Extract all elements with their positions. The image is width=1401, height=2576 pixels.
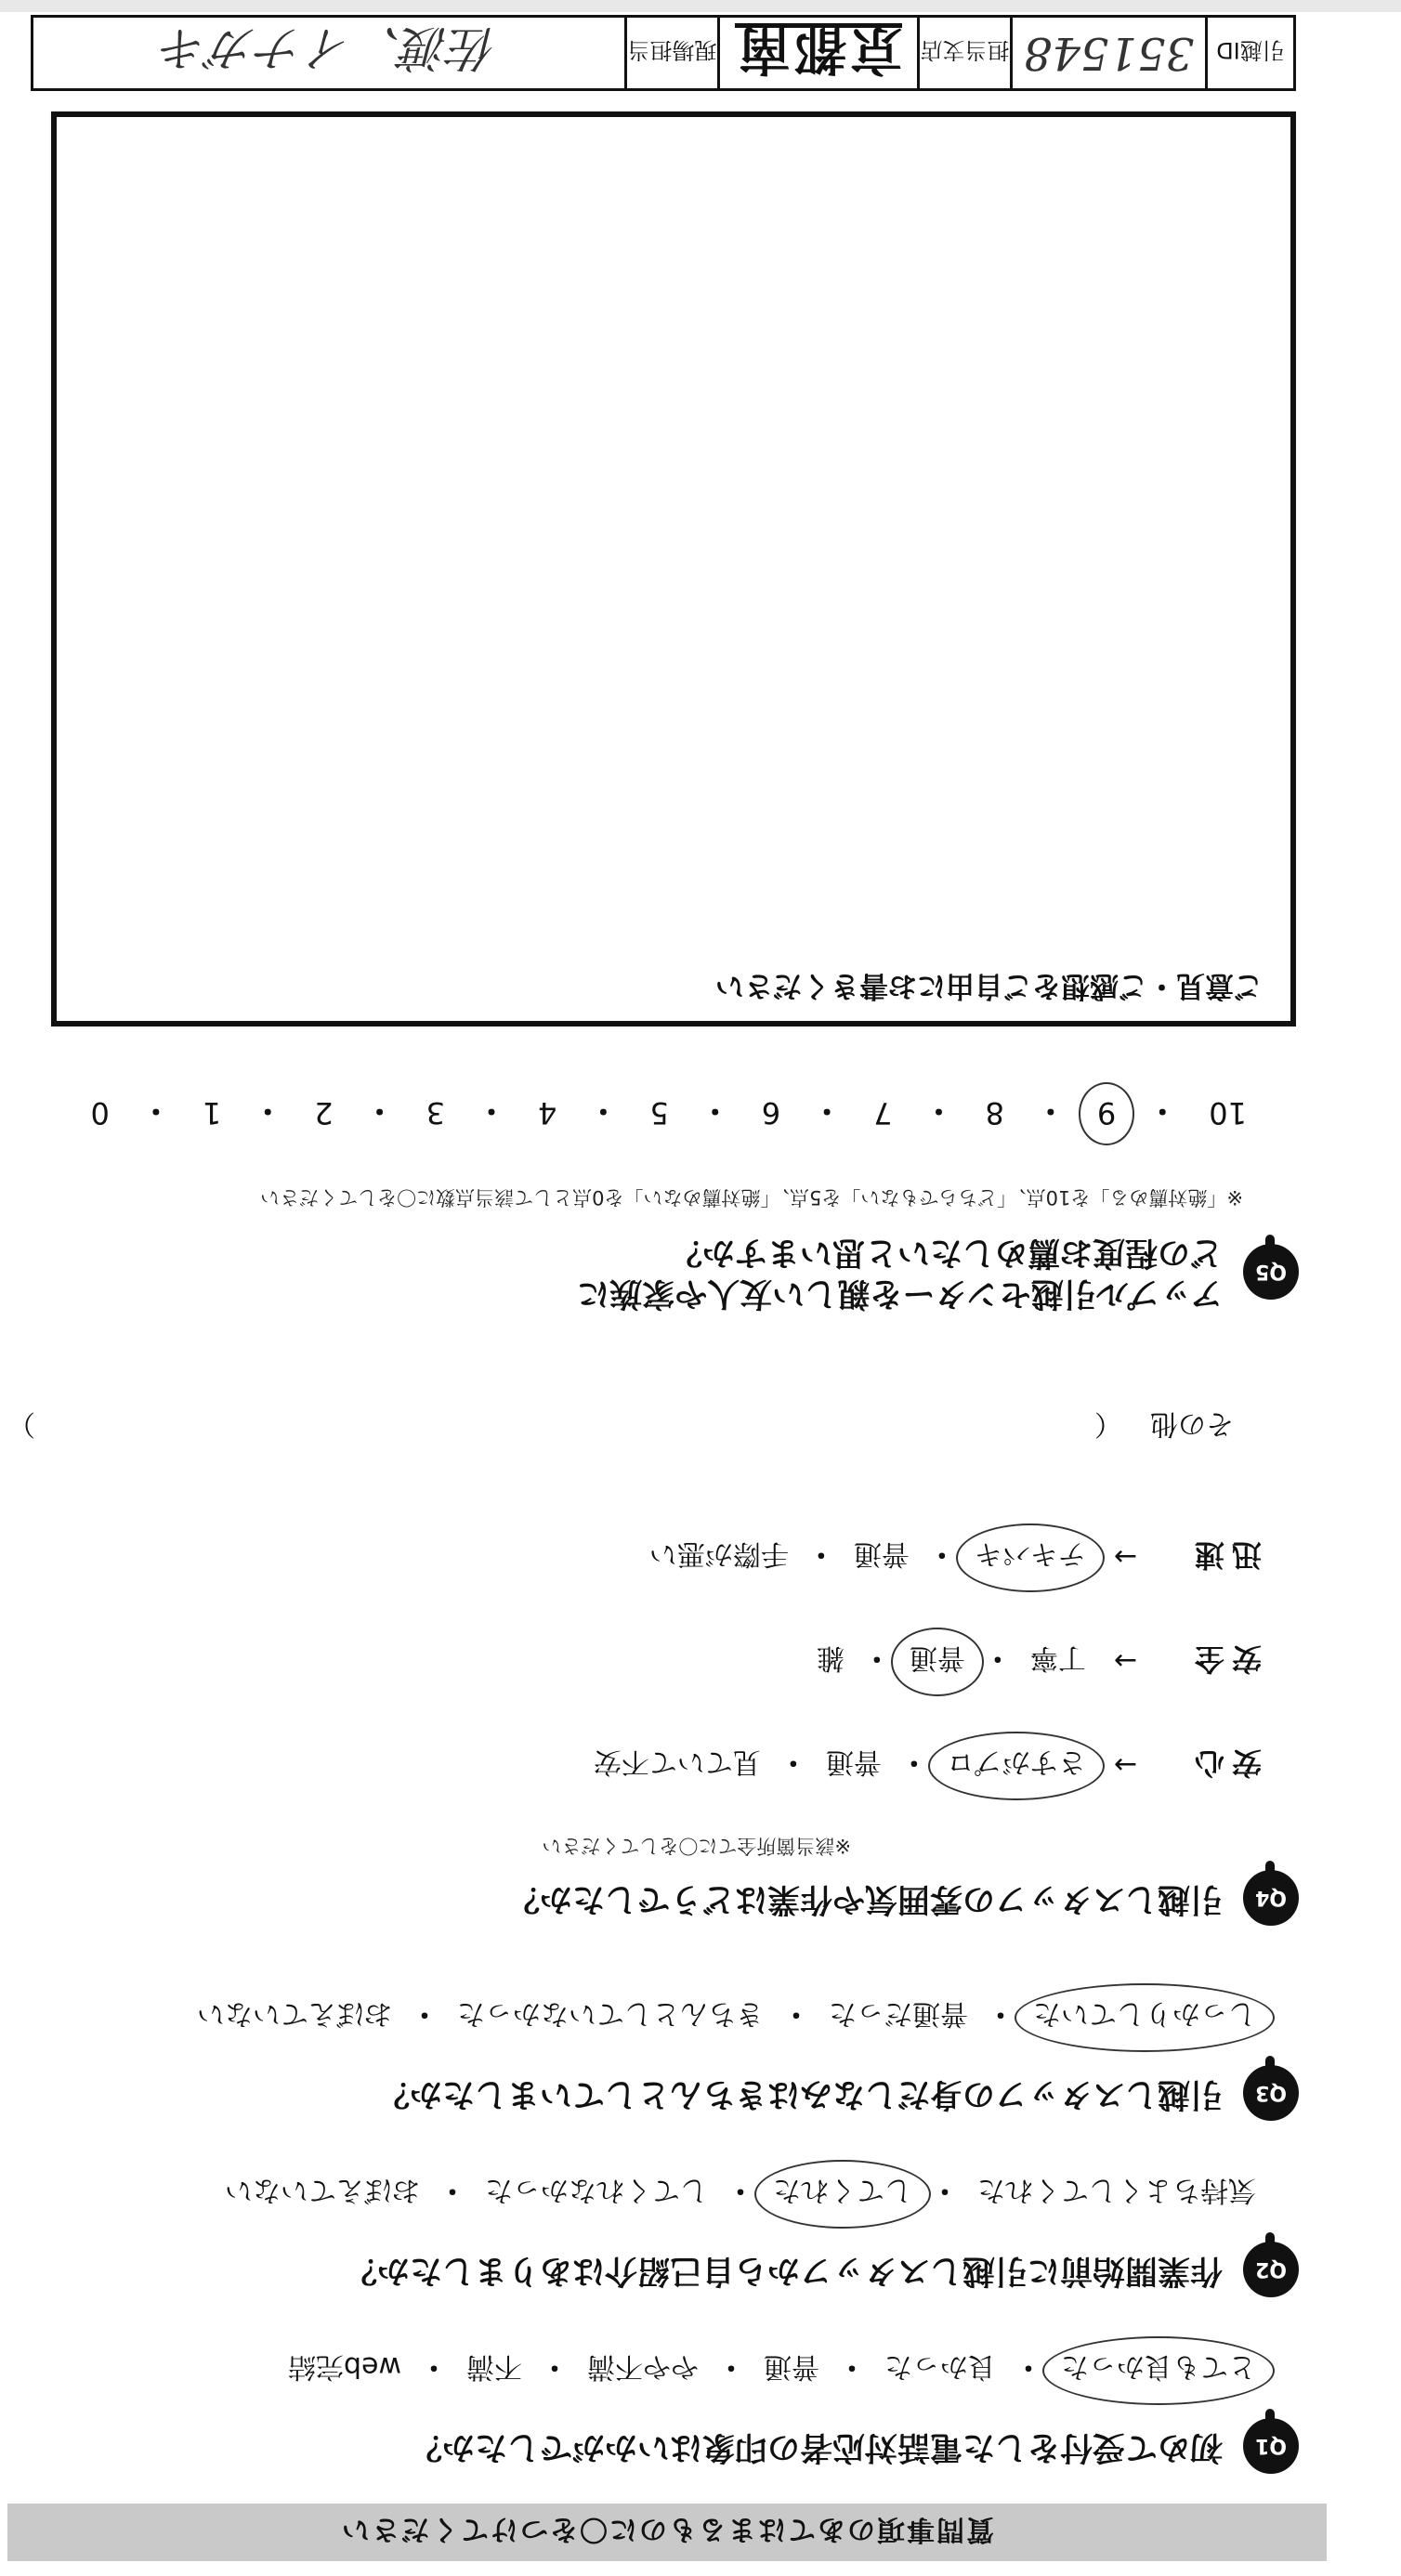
separator: ・ [1147,1093,1178,1129]
separator: ・ [838,2350,866,2383]
q5-score-option[interactable]: 9 [1092,1095,1121,1131]
separator: ・ [541,2350,569,2383]
q4-badge: Q4 [1243,1870,1299,1926]
q2-option[interactable]: おぼえていない [225,2174,420,2206]
q4-header [507,1870,1299,1926]
staff-value: 佐渡、イナガキ [160,20,498,76]
q3-question: 引越しスタッフの身だしなみはきちんとしていましたか？ [376,2074,1223,2112]
q5-score-option[interactable]: 1 [202,1095,222,1131]
q1-option[interactable]: とても良かった [1055,2349,1262,2390]
id-value: 351548 [1010,18,1205,88]
q4-row [644,1536,1262,1578]
q4-row-label: 安全 [1186,1641,1262,1677]
separator: ・ [862,1641,891,1674]
q1-option[interactable]: web完結 [287,2350,401,2383]
q4-option[interactable]: 普通 [853,1537,910,1570]
q5-badge: Q5 [1243,1244,1299,1300]
separator: ・ [927,1537,956,1570]
separator: ・ [717,2350,745,2383]
q5-note: ※「絶対薦める」を10点、「どちらでもない」を5点、「絶対薦めない」を0点として該当点数に〇をしてください [260,1186,1243,1209]
q4-row-options [588,1745,1092,1785]
q2-badge: Q2 [1243,2242,1299,2297]
separator: ・ [411,1997,439,2030]
separator: ・ [588,1093,619,1129]
q5-score-option[interactable]: 3 [426,1095,446,1131]
q2-options [219,2173,1262,2214]
q2-option[interactable]: 気持ちよくしてくれた [977,2174,1256,2206]
q4-row-options [811,1641,1092,1681]
q5-score-option[interactable]: 8 [985,1095,1004,1131]
q4-option[interactable]: 見ていて不安 [593,1746,761,1778]
branch-label: 担当支店 [917,18,1010,88]
separator: ・ [420,2350,448,2383]
q4-option[interactable]: 丁寧 [1029,1641,1086,1674]
q1-option[interactable]: やや不満 [587,2350,699,2383]
q5-score-option[interactable]: 0 [90,1095,110,1131]
q5-scale [85,1092,1252,1134]
staff-label: 現場担当 [624,18,717,88]
q1-option[interactable]: 良かった [884,2350,996,2383]
separator: ・ [899,1746,928,1778]
q5-question-line2: どの程度お薦めしたいと思いますか？ [669,1234,1223,1272]
q4-other [7,1406,1234,1447]
q4-row-options [644,1536,1092,1577]
q3-options [191,1996,1262,2037]
q4-row-label: 迅速 [1186,1537,1262,1573]
separator: ・ [983,1641,1012,1674]
branch-value: 京都南 [717,18,917,88]
separator: ・ [1035,1093,1066,1129]
q4-row [811,1640,1262,1682]
q4-other-label: その他 [1150,1407,1234,1440]
separator: ・ [439,2174,466,2206]
q5-question-line1: アップル引越センターを親しい友人や家族に [577,1275,1223,1312]
q5-score-option[interactable]: 7 [873,1095,893,1131]
q1-question: 初めて受付をした電話対応者の印象はいかがでしたか？ [409,2427,1223,2465]
id-label: 引越ID [1205,18,1293,88]
q4-row [588,1744,1262,1786]
q3-option[interactable]: しっかりしていた [1028,1996,1262,2037]
q2-option[interactable]: してくれなかった [485,2174,708,2206]
q2-header [345,2242,1299,2297]
separator: ・ [779,1746,807,1778]
arrow-icon: → [1113,1540,1137,1574]
q4-question: 引越しスタッフの雰囲気や作業はどうでしたか？ [506,1879,1223,1917]
separator: ・ [987,1997,1015,2030]
instruction-banner: 質問事項のあてはまるものに〇をつけてください [7,2504,1327,2561]
separator: ・ [806,1537,835,1570]
footer-bar [31,15,1296,91]
separator: ・ [1015,2350,1042,2383]
separator: ・ [727,2174,754,2206]
q4-row-label: 安心 [1186,1746,1262,1781]
separator: ・ [253,1093,283,1129]
q4-other-open: （ [1094,1407,1122,1440]
q5-score-option[interactable]: 4 [538,1095,557,1131]
q4-option[interactable]: テキパキ [969,1536,1092,1577]
q3-badge: Q3 [1243,2065,1299,2121]
separator: ・ [364,1093,395,1129]
q1-header [410,2418,1299,2474]
q3-header [377,2065,1299,2121]
q3-option[interactable]: 普通だった [829,1997,968,2030]
q2-question: 作業開始前に引越しスタッフから自己紹介はありましたか？ [344,2251,1223,2289]
separator: ・ [923,1093,954,1129]
q4-option[interactable]: 手際が悪い [648,1537,789,1570]
q4-other-close: ） [7,1407,35,1440]
separator: ・ [782,1997,810,2030]
q5-score-option[interactable]: 10 [1209,1095,1247,1131]
q2-option[interactable]: してくれた [767,2173,918,2214]
q3-option[interactable]: きちんとしていなかった [457,1997,764,2030]
q1-options [282,2349,1262,2390]
q4-option[interactable]: 普通 [904,1641,971,1681]
q5-score-option[interactable]: 5 [649,1095,669,1131]
q5-question [577,1232,1223,1314]
comment-title: ご意見・ご感想をご自由にお書きください [715,969,1263,1002]
separator: ・ [477,1093,507,1129]
q5-score-option[interactable]: 2 [314,1095,334,1131]
q1-option[interactable]: 普通 [764,2350,819,2383]
separator: ・ [812,1093,843,1129]
q5-score-option[interactable]: 6 [761,1095,781,1131]
q4-option[interactable]: 普通 [825,1746,882,1778]
q3-option[interactable]: おぼえていない [197,1997,392,2030]
q4-note: ※該当箇所全てに〇をしてください [542,1835,851,1857]
comment-box[interactable] [51,111,1296,1026]
q1-badge: Q1 [1243,2418,1299,2474]
separator: ・ [700,1093,730,1129]
separator: ・ [931,2174,959,2206]
q5-header [577,1232,1299,1314]
scan-edge [0,0,1401,12]
separator: ・ [140,1093,171,1129]
q4-option[interactable]: 雑 [816,1641,845,1674]
q1-option[interactable]: 不満 [466,2350,522,2383]
arrow-icon: → [1113,1748,1137,1782]
q4-option[interactable]: さすがプロ [941,1745,1092,1785]
arrow-icon: → [1113,1644,1137,1678]
